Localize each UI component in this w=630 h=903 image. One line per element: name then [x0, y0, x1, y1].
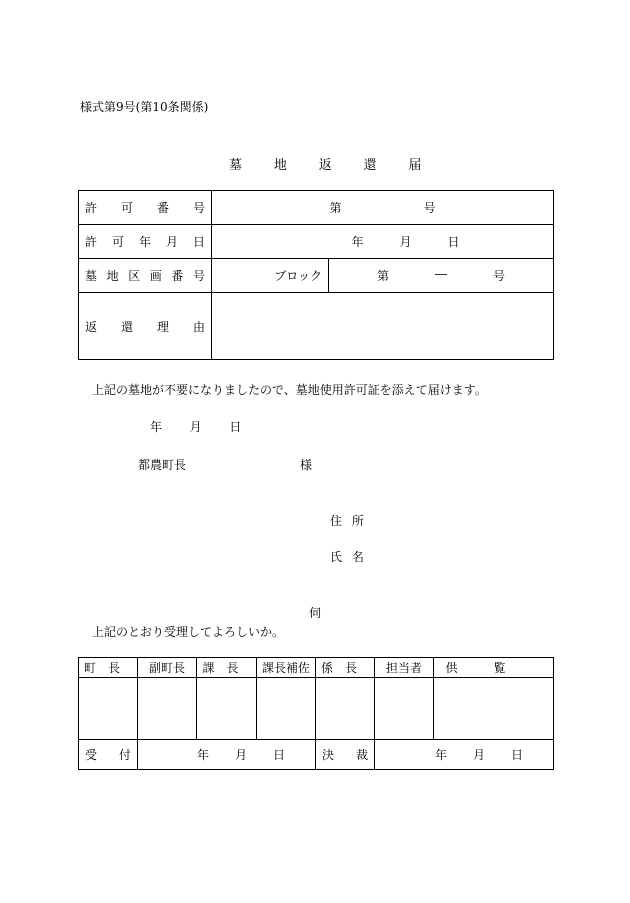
submit-year: 年 [150, 420, 163, 434]
permit-date-label-cell [79, 225, 212, 259]
header-assistant-chief: 課長補佐 [257, 658, 316, 678]
title-char: 墓 [229, 158, 243, 173]
label-char: 理 [156, 319, 169, 334]
address-label: 住 所 [330, 514, 367, 528]
label-char: 地 [106, 269, 119, 283]
plot-prefix: 第 [377, 269, 390, 283]
document-title [215, 154, 435, 173]
title-char: 地 [273, 158, 287, 173]
submit-month: 月 [189, 420, 202, 434]
label-char: 付 [118, 748, 131, 762]
addressee: 都農町長 [138, 458, 187, 472]
approval-date-row [79, 740, 554, 770]
plot-suffix: 号 [492, 269, 505, 283]
label-char: 番 [171, 269, 184, 283]
receipt-label-cell [79, 740, 138, 770]
permit-date-label [85, 233, 205, 250]
decision-label [322, 746, 368, 763]
label-char: 画 [149, 269, 162, 283]
plot-label-cell [79, 259, 212, 293]
label-char: 決 [322, 748, 335, 762]
reason-label [85, 318, 205, 335]
label-char: 年 [138, 235, 151, 249]
stamp-cell-assistant-chief[interactable] [257, 678, 316, 740]
reason-row [79, 293, 554, 360]
decision-day: 日 [510, 748, 523, 762]
label-char: 番 [156, 201, 169, 215]
submit-day: 日 [229, 420, 242, 434]
label-char: 返 [85, 319, 98, 334]
permit-number-row [79, 191, 554, 225]
header-section-chief: 課長 [197, 658, 257, 678]
permit-number-label-cell [79, 191, 212, 225]
decision-label-cell [316, 740, 375, 770]
form-number: 様式第9号(第10条関係) [80, 100, 209, 114]
stamp-cell-deputy-mayor[interactable] [138, 678, 197, 740]
permit-number-label [85, 199, 205, 216]
stamp-cell-circulation[interactable] [434, 678, 554, 740]
label-char: 月 [165, 235, 178, 249]
label-char: 裁 [355, 748, 368, 762]
receipt-date-field[interactable] [138, 740, 316, 770]
approval-text: 上記のとおり受理してよろしいか。 [92, 625, 285, 639]
permit-date-month: 月 [399, 235, 412, 249]
header-staff: 担当者 [375, 658, 434, 678]
label-char: 号 [192, 201, 205, 215]
statement-text: 上記の墓地が不要になりましたので、墓地使用許可証を添えて届けます。 [92, 383, 487, 397]
label-char: 可 [111, 235, 124, 249]
permit-number-field[interactable] [212, 191, 554, 225]
block-field[interactable] [212, 259, 329, 293]
stamp-cell-section-chief[interactable] [197, 678, 257, 740]
label-char: 日 [192, 235, 205, 249]
label-char: 可 [120, 201, 133, 215]
header-deputy-mayor: 副町長 [138, 658, 197, 678]
approval-table [78, 657, 554, 770]
block-label: ブロック [274, 269, 322, 283]
label-char: 許 [85, 201, 98, 215]
header-mayor: 町長 [79, 658, 138, 678]
inquiry-mark: 伺 [309, 606, 322, 620]
label-char: 由 [192, 319, 205, 334]
permit-date-year: 年 [351, 235, 364, 249]
label-char: 還 [120, 319, 133, 334]
plot-number-row [79, 259, 554, 293]
stamp-cell-staff[interactable] [375, 678, 434, 740]
permit-date-field[interactable] [212, 225, 554, 259]
submit-date[interactable] [150, 418, 241, 435]
main-form-table [78, 190, 554, 360]
plot-number-field[interactable] [329, 259, 554, 293]
honorific: 様 [300, 458, 313, 472]
receipt-month: 月 [234, 748, 247, 762]
label-char: 受 [85, 748, 98, 762]
receipt-year: 年 [196, 748, 209, 762]
label-char: 墓 [85, 269, 98, 283]
permit-date-row [79, 225, 554, 259]
stamp-cell-subsection-chief[interactable] [316, 678, 375, 740]
decision-date-field[interactable] [375, 740, 554, 770]
title-char: 返 [318, 158, 332, 173]
permit-number-suffix: 号 [423, 201, 436, 215]
header-circulation: 供覧 [434, 658, 554, 678]
stamp-cell-mayor[interactable] [79, 678, 138, 740]
name-label: 氏 名 [330, 550, 367, 564]
approval-stamp-row [79, 678, 554, 740]
title-char: 還 [363, 158, 377, 173]
plot-dash: ― [435, 267, 447, 281]
label-char: 号 [192, 269, 205, 283]
decision-month: 月 [472, 748, 485, 762]
label-char: 許 [85, 235, 98, 249]
title-char: 届 [408, 158, 422, 173]
receipt-day: 日 [272, 748, 285, 762]
reason-label-cell [79, 293, 212, 360]
permit-date-day: 日 [447, 235, 460, 249]
permit-number-prefix: 第 [329, 201, 342, 215]
reason-field[interactable] [212, 293, 554, 360]
approval-header-row [79, 658, 554, 678]
decision-year: 年 [434, 748, 447, 762]
label-char: 区 [128, 269, 141, 283]
plot-label [85, 267, 205, 284]
receipt-label [85, 746, 131, 763]
header-subsection-chief: 係長 [316, 658, 375, 678]
